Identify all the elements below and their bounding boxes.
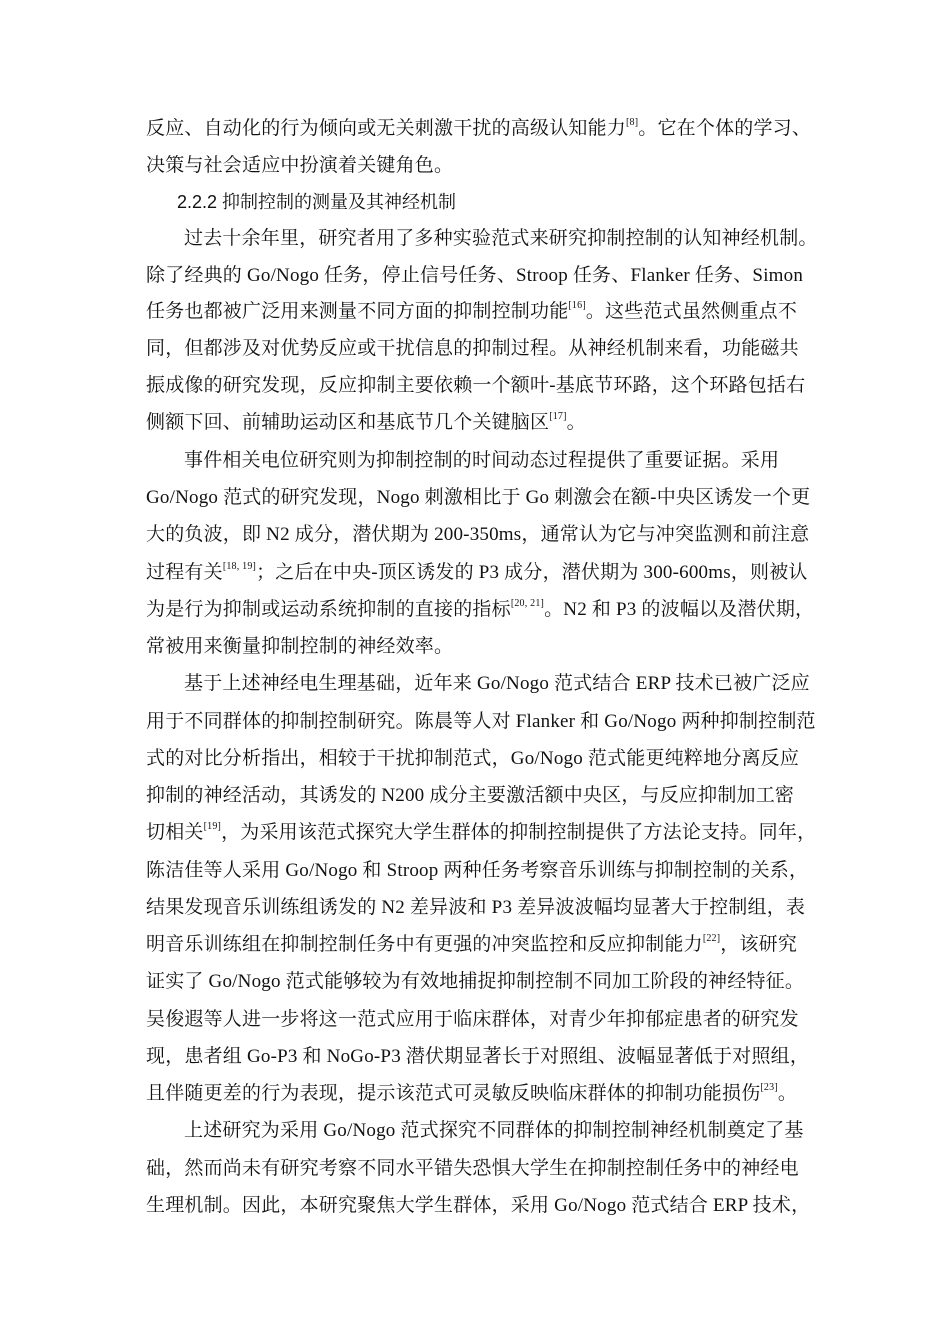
text-line: 侧额下回、前辅助运动区和基底节几个关键脑区[17]。 <box>146 410 586 433</box>
text-line: 结果发现音乐训练组诱发的 N2 差异波和 P3 差异波波幅均显著大于控制组，表 <box>146 897 806 918</box>
citation: [23] <box>760 1081 778 1093</box>
citation: [20, 21] <box>510 597 545 609</box>
text-line: 过去十余年里，研究者用了多种实验范式来研究抑制控制的认知神经机制。 <box>184 228 818 249</box>
citation: [16] <box>568 299 586 311</box>
section-heading: 2.2.2 抑制控制的测量及其神经机制 <box>177 192 457 212</box>
text-line: 决策与社会适应中扮演着关键角色。 <box>146 155 454 176</box>
text-line: 且伴随更差的行为表现，提示该范式可灵敏反映临床群体的抑制功能损伤[23]。 <box>146 1081 798 1104</box>
text-line: 生理机制。因此，本研究聚焦大学生群体，采用 Go/Nogo 范式结合 ERP 技术， <box>146 1195 811 1216</box>
text-line: 大的负波，即 N2 成分，潜伏期为 200-350ms，通常认为它与冲突监测和前注意 <box>146 524 810 545</box>
text-line: 振成像的研究发现，反应抑制主要依赖一个额叶-基底节环路，这个环路包括右 <box>146 375 806 396</box>
text-line: 抑制的神经活动，其诱发的 N200 成分主要激活额中央区，与反应抑制加工密 <box>146 785 795 806</box>
text-line: 证实了 Go/Nogo 范式能够较为有效地捕捉抑制控制不同加工阶段的神经特征。 <box>146 971 805 992</box>
text-line: 常被用来衡量抑制控制的神经效率。 <box>146 636 454 657</box>
text-line: 明音乐训练组在抑制控制任务中有更强的冲突监控和反应抑制能力[22]，该研究 <box>146 932 798 955</box>
text-line: 事件相关电位研究则为抑制控制的时间动态过程提供了重要证据。采用 <box>184 450 780 471</box>
citation: [18, 19] <box>222 560 257 572</box>
text-line: 陈洁佳等人采用 Go/Nogo 和 Stroop 两种任务考察音乐训练与抑制控制的关系， <box>146 860 809 881</box>
text-line: 除了经典的 Go/Nogo 任务，停止信号任务、Stroop 任务、Flanker 任务、Simon <box>146 265 804 286</box>
citation: [19] <box>203 820 222 832</box>
text-line: 为是行为抑制或运动系统抑制的直接的指标[20, 21]。N2 和 P3 的波幅以及潜伏期， <box>146 597 815 620</box>
text-line: 础，然而尚未有研究考察不同水平错失恐惧大学生在抑制控制任务中的神经电 <box>146 1158 799 1179</box>
citation: [17] <box>549 410 567 422</box>
text-line: 任务也都被广泛用来测量不同方面的抑制控制功能[16]。这些范式虽然侧重点不 <box>146 299 798 322</box>
text-line: Go/Nogo 范式的研究发现，Nogo 刺激相比于 Go 刺激会在额-中央区诱发一个更 <box>146 487 811 508</box>
citation: [8] <box>626 116 639 128</box>
citation: [22] <box>702 932 721 944</box>
text-line: 式的对比分析指出，相较于干扰抑制范式，Go/Nogo 范式能更纯粹地分离反应 <box>146 748 800 769</box>
text-line: 吴俊遐等人进一步将这一范式应用于临床群体，对青少年抑郁症患者的研究发 <box>146 1009 799 1030</box>
text-line: 上述研究为采用 Go/Nogo 范式探究不同群体的抑制控制神经机制奠定了基 <box>184 1120 804 1141</box>
text-line: 基于上述神经电生理基础，近年来 Go/Nogo 范式结合 ERP 技术已被广泛应 <box>184 673 810 694</box>
text-line: 同，但都涉及对优势反应或干扰信息的抑制过程。从神经机制来看，功能磁共 <box>146 338 799 359</box>
text-line: 过程有关[18, 19]；之后在中央-顶区诱发的 P3 成分，潜伏期为 300-600ms，则被认 <box>146 560 808 583</box>
text-line: 现，患者组 Go-P3 和 NoGo-P3 潜伏期显著长于对照组、波幅显著低于对照组， <box>146 1046 810 1067</box>
text-line: 切相关[19]，为采用该范式探究大学生群体的抑制控制提供了方法论支持。同年， <box>146 820 817 843</box>
text-line: 反应、自动化的行为倾向或无关刺激干扰的高级认知能力[8]。它在个体的学习、 <box>146 116 812 139</box>
text-line: 用于不同群体的抑制控制研究。陈晨等人对 Flanker 和 Go/Nogo 两种抑制控制范 <box>146 711 816 732</box>
